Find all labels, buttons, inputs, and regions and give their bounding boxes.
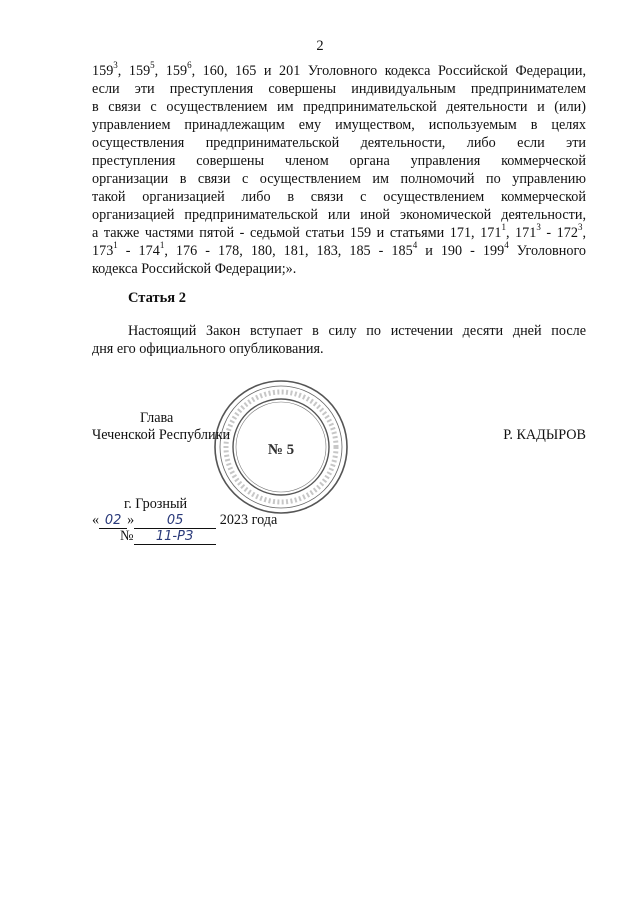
signatory-name: Р. КАДЫРОВ <box>503 427 586 443</box>
place-of-signing: г. Грозный <box>124 496 188 512</box>
text-line: организацией предпринимательской или иной экономической деятельности, <box>92 207 586 223</box>
text-line: а также частями пятой - седьмой статьи 159 и статьями 171, $171^1$, $171^3 - 172^3$, <box>92 222 586 241</box>
law-number <box>120 528 216 545</box>
signature-title-line1: Глава <box>140 410 174 426</box>
text-line: $159^3$, $159^5$, $159^6$, 160, 165 и 201 Уголовного кодекса Российской Федерации, <box>92 60 587 79</box>
signing-date <box>92 512 277 529</box>
text-line: дня его официального опубликования. <box>92 341 324 357</box>
text-line: организации в связи с осуществлением им полномочий по управлению <box>92 171 586 187</box>
article-heading: Статья 2 <box>128 290 186 306</box>
open-quote: « <box>92 512 100 528</box>
text-line: кодекса Российской Федерации;». <box>92 261 297 277</box>
law-number-prefix: № <box>120 528 134 544</box>
close-quote: » <box>127 512 135 528</box>
page-number: 2 <box>316 38 324 54</box>
paragraph-effective-date <box>92 322 586 358</box>
date-month: 05 <box>134 513 216 529</box>
text-line: $173^1 - 174^1$, 176 - 178, 180, 181, 183, $185 - 185^4$ и $190 - 199^4$ Уголовного <box>92 240 586 259</box>
date-year: 2023 года <box>219 512 278 528</box>
text-line: осуществления предпринимательской деятельности, либо если эти <box>92 135 586 151</box>
official-seal-stamp <box>212 378 350 516</box>
signature-title-line2: Чеченской Республики <box>92 427 231 443</box>
law-number-value: 11-РЗ <box>134 529 216 545</box>
text-line: если эти преступления совершены индивидуальным предпринимателем <box>92 81 586 97</box>
text-line: такой организацией либо в связи с осуществлением коммерческой <box>92 189 586 205</box>
text-line: управлением принадлежащим ему имуществом, используемым в целях <box>92 117 586 133</box>
stamp-number: № 5 <box>267 442 295 458</box>
text-line: Настоящий Закон вступает в силу по истечении десяти дней после <box>128 323 586 339</box>
text-line: преступления совершены членом органа управления коммерческой <box>92 153 586 169</box>
date-day: 02 <box>99 513 127 529</box>
text-line: в связи с осуществлением им предпринимательской деятельности и (или) <box>92 99 586 115</box>
paragraph-continuation <box>92 62 586 278</box>
